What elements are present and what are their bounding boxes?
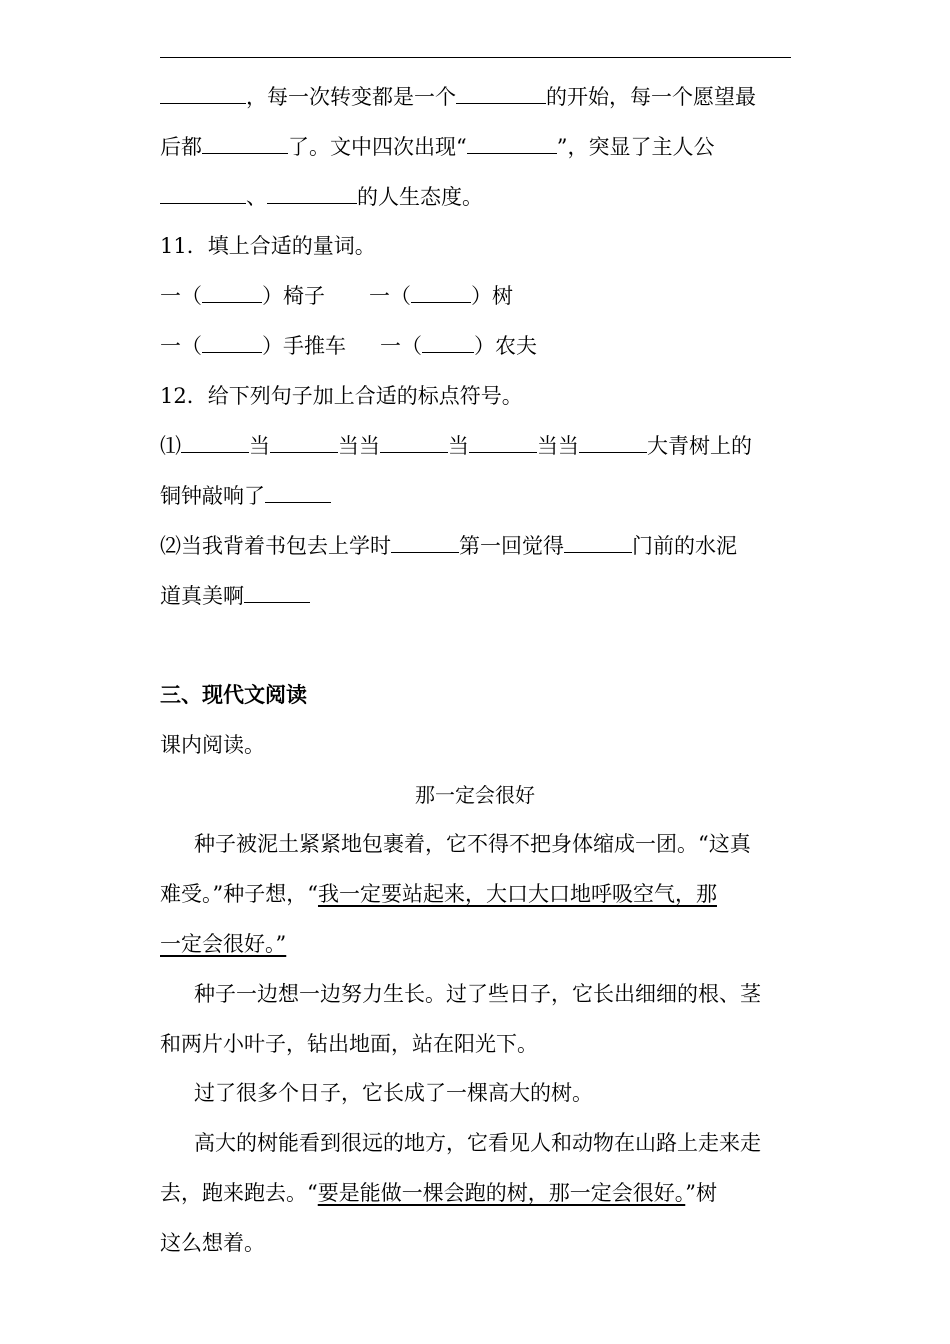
blank[interactable] xyxy=(202,332,262,353)
blank[interactable] xyxy=(265,482,331,503)
q12-title: 12．给下列句子加上合适的标点符号。 xyxy=(160,384,523,408)
blank[interactable] xyxy=(391,532,459,553)
blank[interactable] xyxy=(160,83,246,104)
passage-p2-line-2: 和两片小叶子，钻出地面，站在阳光下。 xyxy=(160,1032,538,1056)
q11-row-2: 一（ ）手推车 一（ ）农夫 xyxy=(160,334,537,358)
blank[interactable] xyxy=(181,432,249,453)
blank[interactable] xyxy=(411,282,471,303)
passage-p1-line-2: 难受。”种子想，“我一定要站起来，大口大口地呼吸空气，那 xyxy=(160,882,717,906)
passage-p4-line-2: 去，跑来跑去。“要是能做一棵会跑的树，那一定会很好。”树 xyxy=(160,1181,717,1205)
blank[interactable] xyxy=(380,432,448,453)
passage-p4-line-1: 高大的树能看到很远的地方，它看见人和动物在山路上走来走 xyxy=(194,1131,761,1155)
q10-line-3: 、 的人生态度。 xyxy=(160,183,800,211)
q12-sentence-2-cont: 道真美啊 xyxy=(160,582,800,610)
q11-row-1: 一（ ）椅子 一（ ）树 xyxy=(160,284,513,308)
section-intro: 课内阅读。 xyxy=(160,733,265,757)
blank[interactable] xyxy=(160,183,246,204)
section-heading: 三、现代文阅读 xyxy=(160,683,307,707)
underlined-sentence: 一定会很好。” xyxy=(160,932,287,956)
blank[interactable] xyxy=(579,432,647,453)
blank[interactable] xyxy=(202,133,288,154)
passage-p4-line-3: 这么想着。 xyxy=(160,1231,265,1255)
passage-p1-line-3 xyxy=(160,930,800,958)
q12-sentence-1: ⑴ 当 当当 当 当当 大青树上的 xyxy=(160,434,752,458)
blank[interactable] xyxy=(467,133,557,154)
blank[interactable] xyxy=(267,183,357,204)
passage-p2-line-1: 种子一边想一边努力生长。过了些日子，它长出细细的根、茎 xyxy=(194,982,761,1006)
q10-line-2: 后都 了。文中四次出现“ ”，突显了主人公 xyxy=(160,135,715,159)
q11-title: 11．填上合适的量词。 xyxy=(160,234,376,258)
q10-line-1: ，每一次转变都是一个 的开始，每一个愿望最 xyxy=(160,83,800,111)
passage-p3: 过了很多个日子，它长成了一棵高大的树。 xyxy=(194,1081,593,1105)
passage-p1-line-1: 种子被泥土紧紧地包裹着，它不得不把身体缩成一团。“这真 xyxy=(194,832,751,856)
q12-sentence-2: ⑵当我背着书包去上学时 第一回觉得 门前的水泥 xyxy=(160,534,737,558)
blank[interactable] xyxy=(564,532,632,553)
underlined-sentence: 我一定要站起来，大口大口地呼吸空气，那 xyxy=(317,882,717,906)
underlined-sentence: 要是能做一棵会跑的树，那一定会很好。 xyxy=(317,1181,686,1205)
blank[interactable] xyxy=(244,582,310,603)
blank[interactable] xyxy=(270,432,338,453)
top-rule xyxy=(160,57,791,58)
blank[interactable] xyxy=(202,282,262,303)
blank[interactable] xyxy=(469,432,537,453)
blank[interactable] xyxy=(456,83,546,104)
q12-sentence-1-cont: 铜钟敲响了 xyxy=(160,482,800,510)
passage-title: 那一定会很好 xyxy=(415,783,535,807)
blank[interactable] xyxy=(422,332,474,353)
